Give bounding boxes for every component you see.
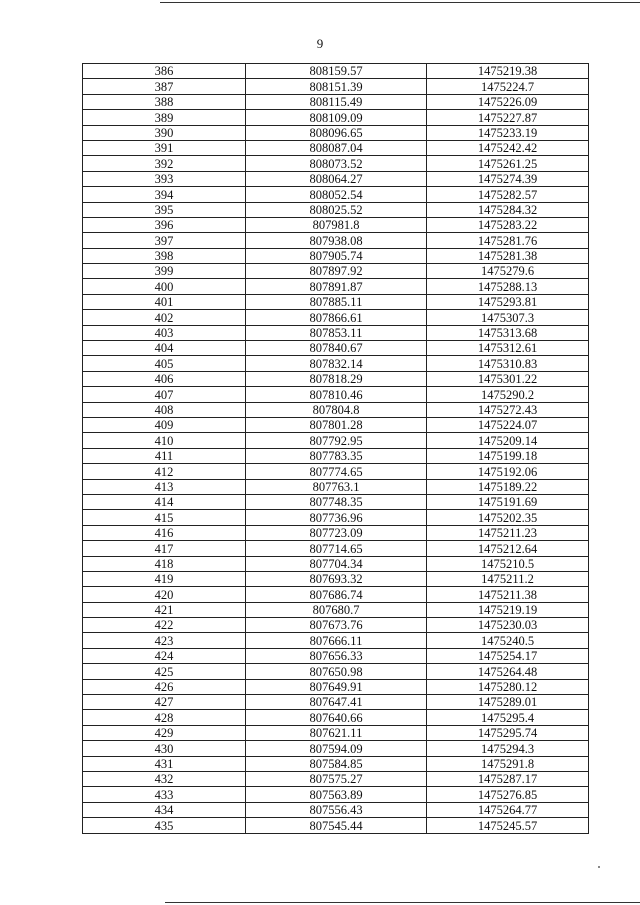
table-row [83, 664, 589, 679]
x-coordinate-cell: 807981.8 [246, 217, 427, 232]
point-number-cell: 400 [83, 279, 246, 294]
x-coordinate-cell: 808064.27 [246, 171, 427, 186]
point-number-cell: 406 [83, 371, 246, 386]
table-row [83, 94, 589, 109]
y-coordinate-cell: 1475211.23 [427, 525, 589, 540]
point-number-cell: 432 [83, 771, 246, 786]
table-row [83, 187, 589, 202]
point-number-cell: 421 [83, 602, 246, 617]
point-number-cell: 395 [83, 202, 246, 217]
x-coordinate-cell: 807840.67 [246, 341, 427, 356]
y-coordinate-cell: 1475294.3 [427, 741, 589, 756]
y-coordinate-cell: 1475189.22 [427, 479, 589, 494]
point-number-cell: 398 [83, 248, 246, 263]
coordinates-table [82, 63, 589, 834]
x-coordinate-cell: 807810.46 [246, 387, 427, 402]
table-row [83, 279, 589, 294]
table-row [83, 787, 589, 802]
y-coordinate-cell: 1475307.3 [427, 310, 589, 325]
point-number-cell: 403 [83, 325, 246, 340]
table-row [83, 217, 589, 232]
point-number-cell: 423 [83, 633, 246, 648]
table-row [83, 325, 589, 340]
x-coordinate-cell: 807792.95 [246, 433, 427, 448]
x-coordinate-cell: 807656.33 [246, 648, 427, 663]
table-row [83, 341, 589, 356]
table-row [83, 171, 589, 186]
point-number-cell: 420 [83, 587, 246, 602]
point-number-cell: 412 [83, 464, 246, 479]
scan-speck [598, 866, 600, 868]
x-coordinate-cell: 808073.52 [246, 156, 427, 171]
point-number-cell: 386 [83, 64, 246, 79]
table-row [83, 741, 589, 756]
table-row [83, 64, 589, 79]
y-coordinate-cell: 1475209.14 [427, 433, 589, 448]
y-coordinate-cell: 1475281.38 [427, 248, 589, 263]
y-coordinate-cell: 1475233.19 [427, 125, 589, 140]
table-row [83, 233, 589, 248]
table-row [83, 618, 589, 633]
x-coordinate-cell: 807594.09 [246, 741, 427, 756]
y-coordinate-cell: 1475264.48 [427, 664, 589, 679]
y-coordinate-cell: 1475245.57 [427, 818, 589, 833]
x-coordinate-cell: 807673.76 [246, 618, 427, 633]
y-coordinate-cell: 1475224.7 [427, 79, 589, 94]
point-number-cell: 397 [83, 233, 246, 248]
y-coordinate-cell: 1475211.2 [427, 571, 589, 586]
x-coordinate-cell: 808096.65 [246, 125, 427, 140]
x-coordinate-cell: 807736.96 [246, 510, 427, 525]
table-row [83, 156, 589, 171]
y-coordinate-cell: 1475254.17 [427, 648, 589, 663]
table-row [83, 802, 589, 817]
x-coordinate-cell: 807938.08 [246, 233, 427, 248]
table-row [83, 310, 589, 325]
table-row [83, 371, 589, 386]
table-row [83, 756, 589, 771]
table-row [83, 448, 589, 463]
table-row [83, 464, 589, 479]
page-number: 9 [316, 36, 324, 51]
point-number-cell: 434 [83, 802, 246, 817]
x-coordinate-cell: 807714.65 [246, 541, 427, 556]
point-number-cell: 431 [83, 756, 246, 771]
x-coordinate-cell: 807866.61 [246, 310, 427, 325]
y-coordinate-cell: 1475212.64 [427, 541, 589, 556]
bottom-rule [165, 902, 640, 903]
x-coordinate-cell: 807680.7 [246, 602, 427, 617]
x-coordinate-cell: 807801.28 [246, 417, 427, 432]
y-coordinate-cell: 1475295.74 [427, 725, 589, 740]
point-number-cell: 399 [83, 264, 246, 279]
x-coordinate-cell: 807897.92 [246, 264, 427, 279]
y-coordinate-cell: 1475310.83 [427, 356, 589, 371]
point-number-cell: 414 [83, 494, 246, 509]
y-coordinate-cell: 1475287.17 [427, 771, 589, 786]
coordinates-table-body [83, 64, 589, 834]
x-coordinate-cell: 807650.98 [246, 664, 427, 679]
point-number-cell: 393 [83, 171, 246, 186]
x-coordinate-cell: 807666.11 [246, 633, 427, 648]
table-row [83, 125, 589, 140]
point-number-cell: 389 [83, 110, 246, 125]
y-coordinate-cell: 1475242.42 [427, 140, 589, 155]
y-coordinate-cell: 1475202.35 [427, 510, 589, 525]
point-number-cell: 428 [83, 710, 246, 725]
y-coordinate-cell: 1475211.38 [427, 587, 589, 602]
x-coordinate-cell: 807693.32 [246, 571, 427, 586]
y-coordinate-cell: 1475219.38 [427, 64, 589, 79]
y-coordinate-cell: 1475295.4 [427, 710, 589, 725]
table-row [83, 602, 589, 617]
x-coordinate-cell: 808109.09 [246, 110, 427, 125]
point-number-cell: 410 [83, 433, 246, 448]
y-coordinate-cell: 1475313.68 [427, 325, 589, 340]
table-row [83, 510, 589, 525]
y-coordinate-cell: 1475280.12 [427, 679, 589, 694]
point-number-cell: 405 [83, 356, 246, 371]
x-coordinate-cell: 808151.39 [246, 79, 427, 94]
point-number-cell: 415 [83, 510, 246, 525]
x-coordinate-cell: 807575.27 [246, 771, 427, 786]
y-coordinate-cell: 1475261.25 [427, 156, 589, 171]
top-rule [160, 2, 640, 3]
y-coordinate-cell: 1475301.22 [427, 371, 589, 386]
point-number-cell: 417 [83, 541, 246, 556]
x-coordinate-cell: 807763.1 [246, 479, 427, 494]
point-number-cell: 402 [83, 310, 246, 325]
point-number-cell: 387 [83, 79, 246, 94]
x-coordinate-cell: 807891.87 [246, 279, 427, 294]
point-number-cell: 418 [83, 556, 246, 571]
point-number-cell: 391 [83, 140, 246, 155]
point-number-cell: 433 [83, 787, 246, 802]
table-row [83, 771, 589, 786]
x-coordinate-cell: 807584.85 [246, 756, 427, 771]
point-number-cell: 404 [83, 341, 246, 356]
x-coordinate-cell: 807832.14 [246, 356, 427, 371]
y-coordinate-cell: 1475210.5 [427, 556, 589, 571]
point-number-cell: 416 [83, 525, 246, 540]
y-coordinate-cell: 1475283.22 [427, 217, 589, 232]
x-coordinate-cell: 807774.65 [246, 464, 427, 479]
x-coordinate-cell: 807640.66 [246, 710, 427, 725]
x-coordinate-cell: 807748.35 [246, 494, 427, 509]
table-row [83, 433, 589, 448]
y-coordinate-cell: 1475279.6 [427, 264, 589, 279]
table-row [83, 417, 589, 432]
y-coordinate-cell: 1475290.2 [427, 387, 589, 402]
point-number-cell: 425 [83, 664, 246, 679]
table-row [83, 633, 589, 648]
point-number-cell: 396 [83, 217, 246, 232]
y-coordinate-cell: 1475191.69 [427, 494, 589, 509]
y-coordinate-cell: 1475230.03 [427, 618, 589, 633]
y-coordinate-cell: 1475264.77 [427, 802, 589, 817]
x-coordinate-cell: 807818.29 [246, 371, 427, 386]
point-number-cell: 413 [83, 479, 246, 494]
x-coordinate-cell: 807853.11 [246, 325, 427, 340]
table-row [83, 648, 589, 663]
point-number-cell: 407 [83, 387, 246, 402]
y-coordinate-cell: 1475291.8 [427, 756, 589, 771]
x-coordinate-cell: 807905.74 [246, 248, 427, 263]
point-number-cell: 388 [83, 94, 246, 109]
table-row [83, 587, 589, 602]
y-coordinate-cell: 1475272.43 [427, 402, 589, 417]
y-coordinate-cell: 1475289.01 [427, 695, 589, 710]
table-row [83, 479, 589, 494]
table-row [83, 571, 589, 586]
table-row [83, 402, 589, 417]
table-row [83, 818, 589, 833]
point-number-cell: 401 [83, 294, 246, 309]
table-row [83, 695, 589, 710]
y-coordinate-cell: 1475240.5 [427, 633, 589, 648]
y-coordinate-cell: 1475276.85 [427, 787, 589, 802]
table-row [83, 140, 589, 155]
y-coordinate-cell: 1475288.13 [427, 279, 589, 294]
x-coordinate-cell: 807704.34 [246, 556, 427, 571]
x-coordinate-cell: 808052.54 [246, 187, 427, 202]
table-row [83, 79, 589, 94]
table-row [83, 387, 589, 402]
y-coordinate-cell: 1475312.61 [427, 341, 589, 356]
y-coordinate-cell: 1475282.57 [427, 187, 589, 202]
y-coordinate-cell: 1475281.76 [427, 233, 589, 248]
x-coordinate-cell: 807723.09 [246, 525, 427, 540]
table-row [83, 710, 589, 725]
table-row [83, 525, 589, 540]
y-coordinate-cell: 1475227.87 [427, 110, 589, 125]
point-number-cell: 424 [83, 648, 246, 663]
y-coordinate-cell: 1475274.39 [427, 171, 589, 186]
y-coordinate-cell: 1475219.19 [427, 602, 589, 617]
y-coordinate-cell: 1475192.06 [427, 464, 589, 479]
point-number-cell: 419 [83, 571, 246, 586]
point-number-cell: 408 [83, 402, 246, 417]
point-number-cell: 430 [83, 741, 246, 756]
x-coordinate-cell: 807885.11 [246, 294, 427, 309]
point-number-cell: 435 [83, 818, 246, 833]
table-row [83, 494, 589, 509]
x-coordinate-cell: 808025.52 [246, 202, 427, 217]
y-coordinate-cell: 1475199.18 [427, 448, 589, 463]
point-number-cell: 429 [83, 725, 246, 740]
table-row [83, 110, 589, 125]
y-coordinate-cell: 1475224.07 [427, 417, 589, 432]
y-coordinate-cell: 1475226.09 [427, 94, 589, 109]
x-coordinate-cell: 807804.8 [246, 402, 427, 417]
table-row [83, 679, 589, 694]
point-number-cell: 409 [83, 417, 246, 432]
x-coordinate-cell: 807783.35 [246, 448, 427, 463]
x-coordinate-cell: 807556.43 [246, 802, 427, 817]
table-row [83, 356, 589, 371]
y-coordinate-cell: 1475293.81 [427, 294, 589, 309]
point-number-cell: 427 [83, 695, 246, 710]
x-coordinate-cell: 807545.44 [246, 818, 427, 833]
point-number-cell: 426 [83, 679, 246, 694]
x-coordinate-cell: 807621.11 [246, 725, 427, 740]
x-coordinate-cell: 808115.49 [246, 94, 427, 109]
x-coordinate-cell: 807686.74 [246, 587, 427, 602]
point-number-cell: 411 [83, 448, 246, 463]
x-coordinate-cell: 808087.04 [246, 140, 427, 155]
table-row [83, 264, 589, 279]
table-row [83, 248, 589, 263]
y-coordinate-cell: 1475284.32 [427, 202, 589, 217]
point-number-cell: 422 [83, 618, 246, 633]
point-number-cell: 390 [83, 125, 246, 140]
table-row [83, 541, 589, 556]
table-row [83, 556, 589, 571]
table-row [83, 725, 589, 740]
x-coordinate-cell: 808159.57 [246, 64, 427, 79]
table-row [83, 202, 589, 217]
table-row [83, 294, 589, 309]
x-coordinate-cell: 807647.41 [246, 695, 427, 710]
x-coordinate-cell: 807649.91 [246, 679, 427, 694]
point-number-cell: 392 [83, 156, 246, 171]
point-number-cell: 394 [83, 187, 246, 202]
x-coordinate-cell: 807563.89 [246, 787, 427, 802]
